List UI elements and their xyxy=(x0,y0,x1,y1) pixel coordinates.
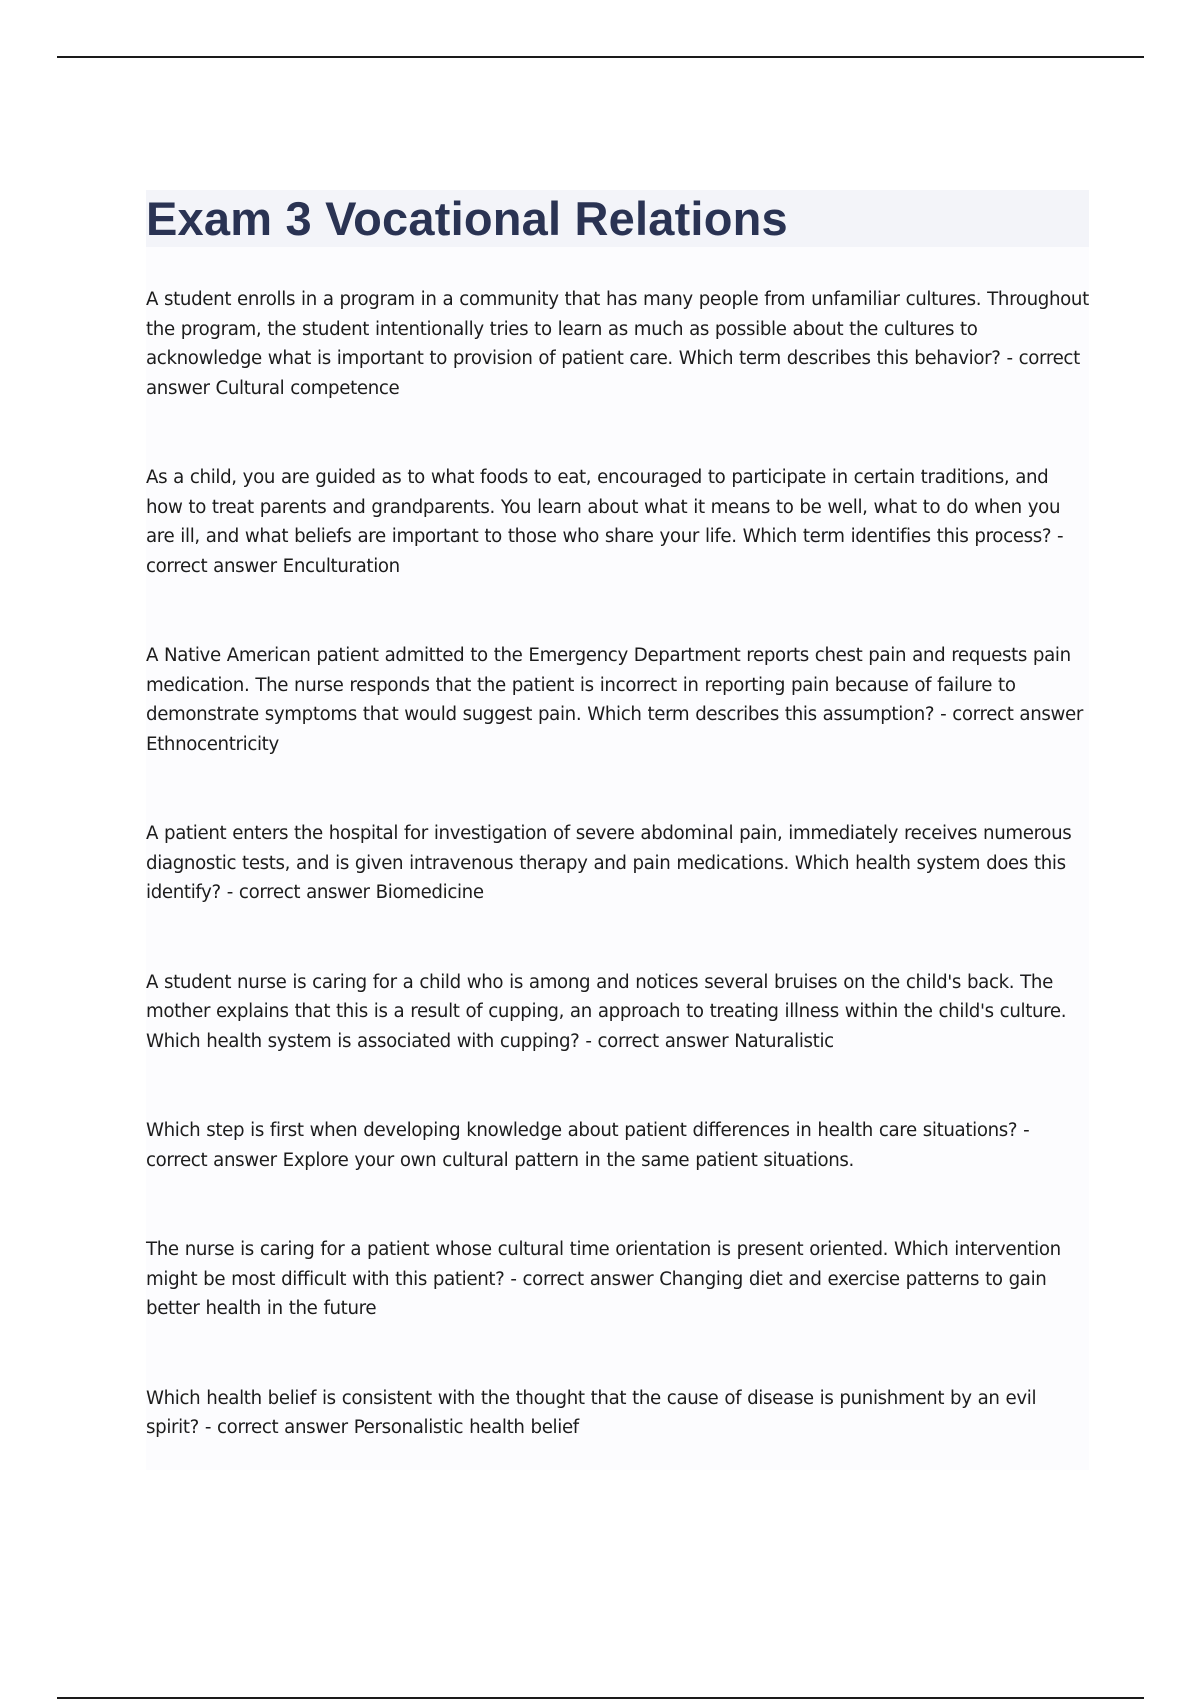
question-item: Which step is first when developing knowledge about patient differences in health care situations? - correct answer Explore your own cultural pattern in the same patient situations. xyxy=(146,1120,1030,1171)
question-item: As a child, you are guided as to what foods to eat, encouraged to participate in certain traditions, and how to treat parents and grandparents. You learn about what it means to be well, what to do when you are ill, and what beliefs are important to those who share your life. Which term identifies this process? - correct answer Enculturation xyxy=(146,467,1064,577)
bottom-rule xyxy=(57,1697,1144,1699)
question-item: A student nurse is caring for a child who is among and notices several bruises on the child's back. The mother explains that this is a result of cupping, an approach to treating illness within the child's culture. Which health system is associated with cupping? - correct answer Naturalistic xyxy=(146,971,1067,1052)
page-title: Exam 3 Vocational Relations xyxy=(146,192,788,245)
question-item: A patient enters the hospital for investigation of severe abdominal pain, immediately receives numerous diagnostic tests, and is given intravenous therapy and pain medications. Which health system does this identify? - correct answer Biomedicine xyxy=(146,823,1072,903)
document-body xyxy=(146,190,1089,1470)
title-band xyxy=(146,190,1089,247)
question-item: A student enrolls in a program in a community that has many people from unfamiliar cultures. Throughout the program, the student intentionally tries to learn as much as possible about the cultures to acknowledge what is important to provision of patient care. Which term describes this behavior? - correct answer Cultural competence xyxy=(146,289,1089,399)
question-item: A Native American patient admitted to the Emergency Department reports chest pain and requests pain medication. The nurse responds that the patient is incorrect in reporting pain because of failure to demonstrate symptoms that would suggest pain. Which term describes this assumption? - correct answer Ethnocentricity xyxy=(146,645,1084,755)
question-list xyxy=(146,285,1089,1443)
question-item: The nurse is caring for a patient whose cultural time orientation is present oriented. Which intervention might be most difficult with this patient? - correct answer Changing diet and exercise patterns to gain better health in the future xyxy=(146,1239,1061,1319)
question-item: Which health belief is consistent with the thought that the cause of disease is punishment by an evil spirit? - correct answer Personalistic health belief xyxy=(146,1387,1037,1438)
top-rule xyxy=(57,56,1144,58)
